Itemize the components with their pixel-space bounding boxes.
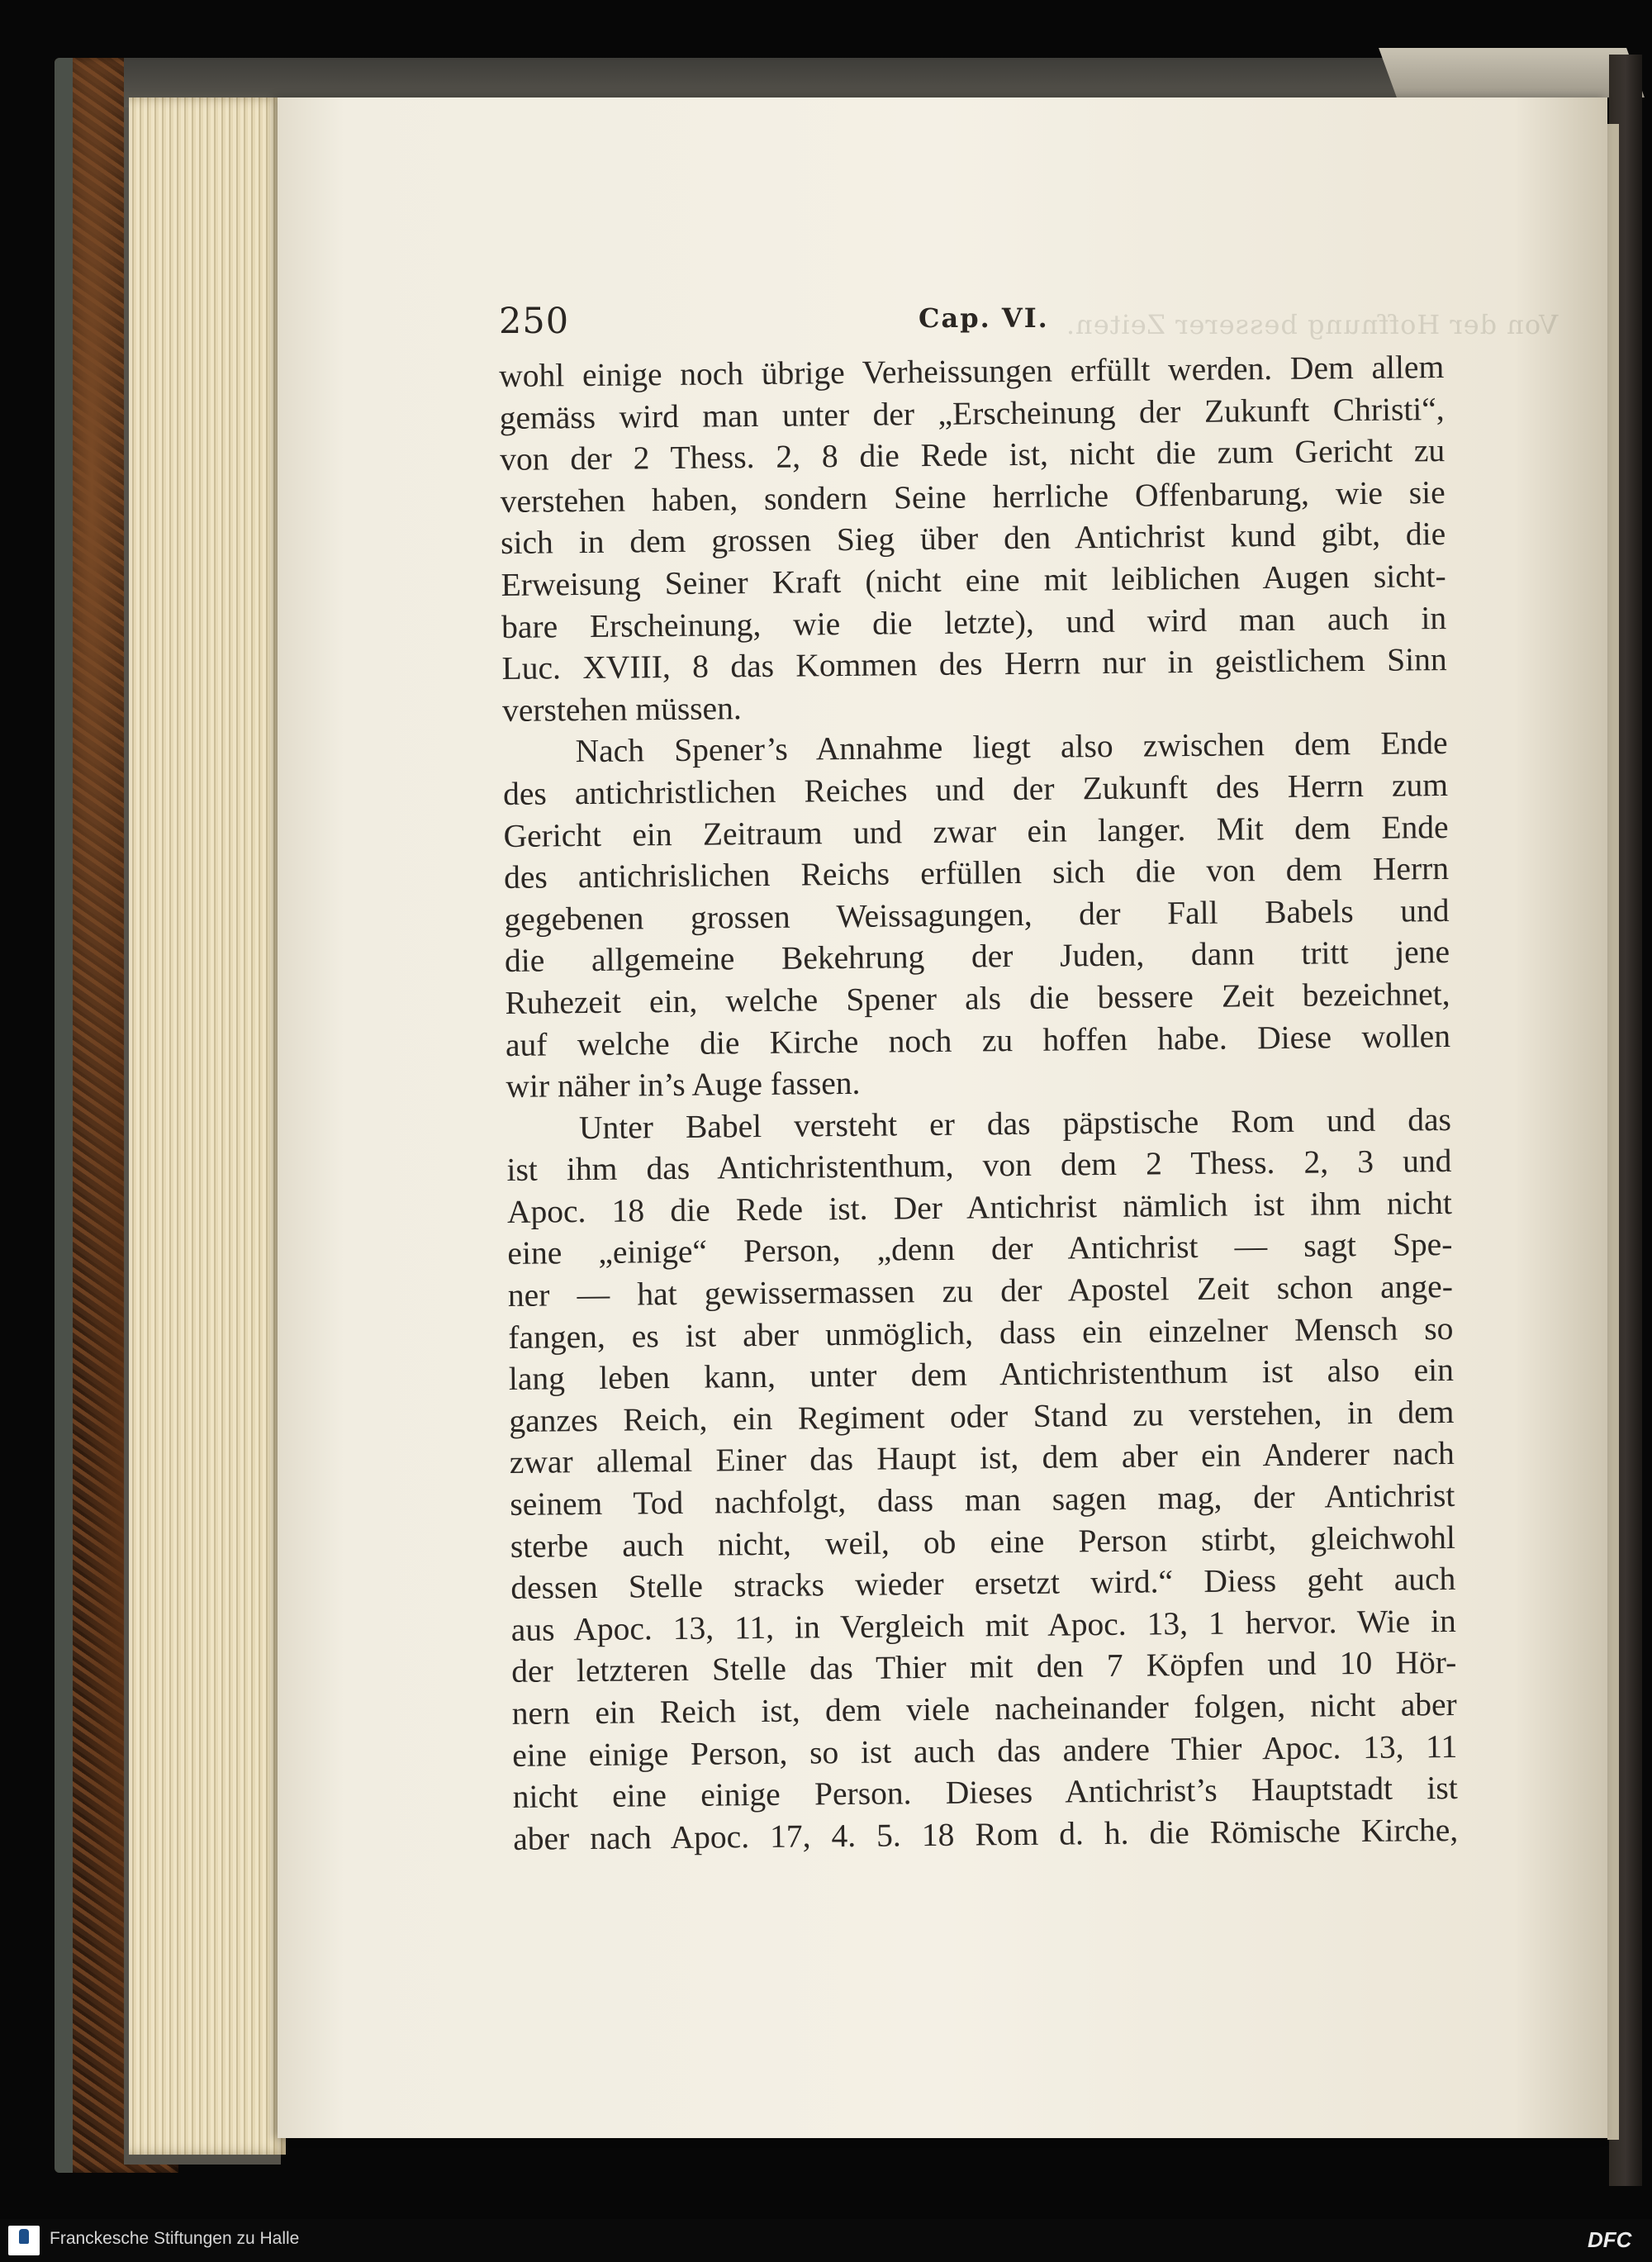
text-line: Gericht ein Zeitraum und zwar ein langer. Mit dem Ende xyxy=(503,808,1449,854)
text-line: sterbe auch nicht, weil, ob eine Person stirbt, gleichwohl xyxy=(510,1518,1455,1565)
text-line: zwar allemal Einer das Haupt ist, dem aber ein Anderer nach xyxy=(509,1435,1455,1481)
text-line: ner — hat gewissermassen zu der Apostel Zeit schon ange- xyxy=(507,1268,1454,1314)
text-line: Ruhezeit ein, welche Spener als die bessere Zeit bezeichnet, xyxy=(505,975,1450,1021)
page-edge-right xyxy=(1607,124,1619,2140)
text-line: nicht eine einige Person. Dieses Antichrist’s Hauptstadt ist xyxy=(512,1770,1458,1816)
text-line: wohl einige noch übrige Verheissungen erfüllt werden. Dem allem xyxy=(499,349,1445,394)
text-line: Apoc. 18 die Rede ist. Der Antichrist nämlich ist ihm nicht xyxy=(506,1184,1453,1230)
text-line: Nach Spener’s Annahme liegt also zwischen dem Ende xyxy=(575,725,1448,770)
running-header xyxy=(0,301,1652,350)
dfg-logo: DFC xyxy=(1588,2227,1632,2252)
text-line: gemäss wird man unter der „Erscheinung der Zukunft Christi“, xyxy=(499,390,1445,436)
text-line: gegebenen grossen Weissagungen, der Fall Babels und xyxy=(504,891,1450,938)
text-line: dessen Stelle stracks wieder ersetzt wird.“ Diess geht auch xyxy=(510,1561,1456,1607)
page-number: 250 xyxy=(499,301,570,342)
text-line: von der 2 Thess. 2, 8 die Rede ist, nicht die zum Gericht zu xyxy=(500,432,1446,478)
chapter-heading: Cap. VI. xyxy=(919,302,1049,334)
text-line: nern ein Reich ist, dem viele nacheinander folgen, nicht aber xyxy=(511,1685,1457,1732)
text-line: der letzteren Stelle das Thier mit den 7 Köpfen und 10 Hör- xyxy=(511,1644,1457,1690)
viewer-footer xyxy=(0,2219,1652,2262)
text-line: Unter Babel versteht er das päpstische Rom und das xyxy=(578,1100,1452,1146)
text-line: verstehen müssen. xyxy=(501,689,742,729)
page-edges xyxy=(129,97,286,2155)
text-line: seinem Tod nachfolgt, dass man sagen mag, der Antichrist xyxy=(510,1476,1455,1523)
text-line: sich in dem grossen Sieg über den Antichrist kund gibt, die xyxy=(500,516,1446,562)
text-line: verstehen haben, sondern Seine herrliche Offenbarung, wie sie xyxy=(500,473,1446,520)
body-text xyxy=(499,346,1458,1860)
institution-link[interactable]: Franckesche Stiftungen zu Halle xyxy=(50,2229,300,2248)
text-line: fangen, es ist aber unmöglich, dass ein einzelner Mensch so xyxy=(508,1309,1454,1356)
text-line: wir näher in’s Auge fassen. xyxy=(506,1064,861,1105)
text-line: des antichrislichen Reichs erfüllen sich die von dem Herrn xyxy=(503,850,1450,896)
text-line: lang leben kann, unter dem Antichristenthum ist also ein xyxy=(508,1352,1455,1398)
text-line: die allgemeine Bekehrung der Juden, dann tritt jene xyxy=(504,934,1450,980)
text-line: bare Erscheinung, wie die letzte), und wird man auch in xyxy=(501,599,1447,645)
text-line: auf welche die Kirche noch zu hoffen habe. Diese wollen xyxy=(505,1017,1451,1063)
paper-flap xyxy=(1379,48,1645,97)
text-line: aus Apoc. 13, 11, in Vergleich mit Apoc. 13, 1 hervor. Wie in xyxy=(510,1602,1456,1648)
text-line: des antichristlichen Reiches und der Zukunft des Herrn zum xyxy=(502,766,1449,812)
bleed-through-text: Von der Hoffnung besserer Zeiten. xyxy=(1066,309,1559,340)
text-line: aber nach Apoc. 17, 4. 5. 18 Rom d. h. die Römische Kirche, xyxy=(513,1811,1459,1857)
text-line: ganzes Reich, ein Regiment oder Stand zu verstehen, in dem xyxy=(509,1393,1455,1439)
institution-logo[interactable] xyxy=(8,2226,40,2255)
text-line: eine einige Person, so ist auch das andere Thier Apoc. 13, 11 xyxy=(512,1727,1458,1774)
text-line: Luc. XVIII, 8 das Kommen des Herrn nur in geistlichem Sinn xyxy=(501,641,1447,687)
text-line: ist ihm das Antichristenthum, von dem 2 Thess. 2, 3 und xyxy=(506,1143,1452,1189)
text-line: eine „einige“ Person, „denn der Antichrist — sagt Spe- xyxy=(507,1226,1453,1272)
institution-logo-icon xyxy=(19,2229,29,2244)
text-line: Erweisung Seiner Kraft (nicht eine mit leiblichen Augen sicht- xyxy=(501,557,1446,603)
